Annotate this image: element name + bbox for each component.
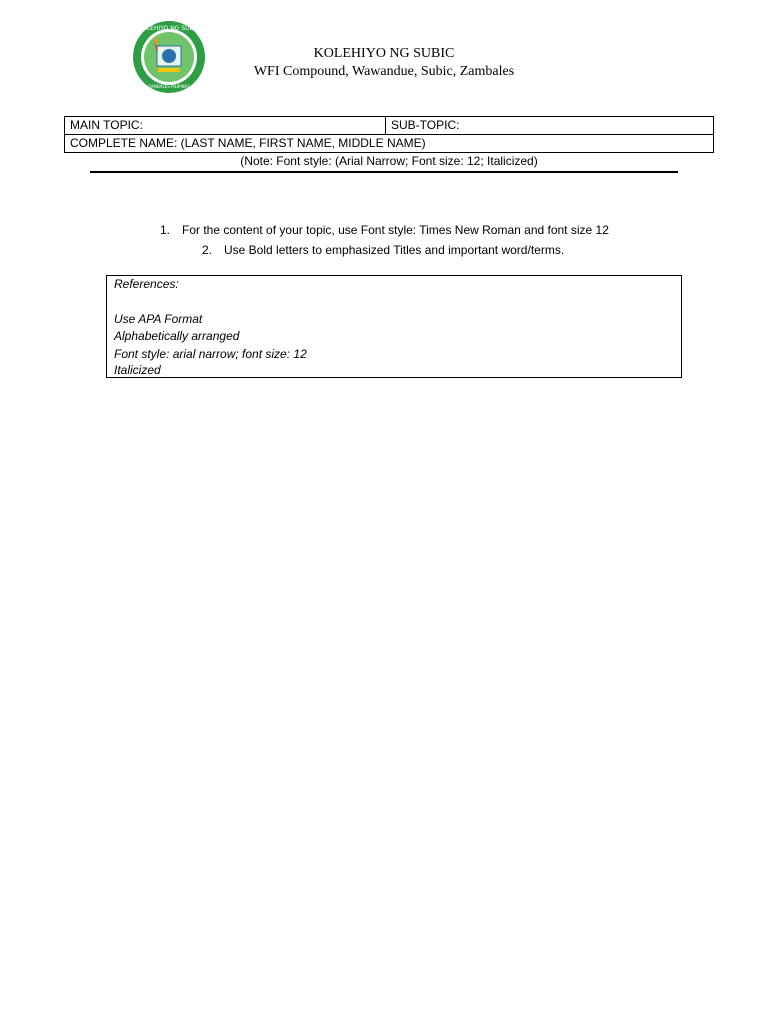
institution-address: WFI Compound, Wawandue, Subic, Zambales <box>253 64 515 79</box>
student-info-table <box>64 116 714 153</box>
divider <box>90 171 678 173</box>
complete-name-cell: COMPLETE NAME: (LAST NAME, FIRST NAME, MIDDLE NAME) <box>65 135 714 153</box>
sub-topic-cell: SUB-TOPIC: <box>386 117 714 135</box>
font-note: (Note: Font style: (Arial Narrow; Font size: 12; Italicized) <box>240 154 538 168</box>
table-row <box>65 135 714 153</box>
reference-line: Use APA Format <box>114 312 203 326</box>
school-logo <box>132 20 206 94</box>
list-number: 2. <box>202 243 213 257</box>
references-box <box>106 275 682 378</box>
main-topic-cell: MAIN TOPIC: <box>65 117 386 135</box>
references-heading: References: <box>114 277 179 291</box>
institution-name: KOLEHIYO NG SUBIC <box>313 46 455 61</box>
list-text: Use Bold letters to emphasized Titles and important word/terms. <box>224 243 565 257</box>
reference-line: Font style: arial narrow; font size: 12 <box>114 347 307 361</box>
logo-text: KOLEHIYO NG SUBIC <box>138 25 200 32</box>
reference-line: Italicized <box>114 363 161 377</box>
list-item <box>202 243 564 257</box>
reference-line: Alphabetically arranged <box>114 329 240 343</box>
list-number: 1. <box>160 223 171 237</box>
list-item <box>160 223 609 237</box>
list-text: For the content of your topic, use Font style: Times New Roman and font size 12 <box>182 223 609 237</box>
logo-subtext: ZAMBALES PILIPINAS <box>148 84 190 89</box>
table-row <box>65 117 714 135</box>
